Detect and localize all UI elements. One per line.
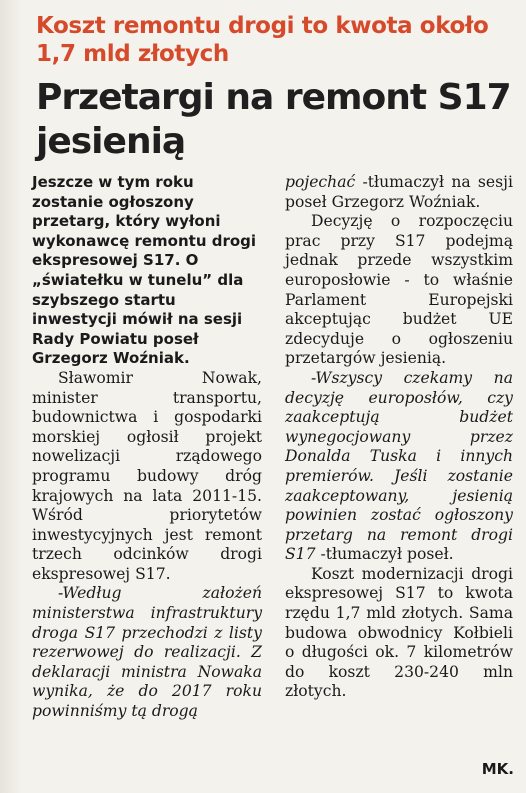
article-paragraph-5-rest: -tłumaczył poseł. (315, 545, 454, 564)
article-paragraph-3 (285, 173, 513, 212)
article-paragraph-5 (285, 369, 513, 565)
article-paragraph-6: Koszt modernizacji drogi ekspresowej S17 to kwota rzędu 1,7 mld złotych. Sama budowa obwodnicy Kołbieli o długości ok. 7 kilometrów do koszt 230-240 mln złotych. (285, 564, 513, 701)
article-lead: Jeszcze w tym roku zostanie ogłoszony przetarg, który wyłoni wykonawcę remontu drogi ekspresowej S17. O „światełku w tunelu” dla szybszego startu inwestycji mówił na sesji Rady Powiatu poseł Grzegorz Woźniak. (32, 173, 257, 368)
article-paragraph-3-italic: pojechać (285, 173, 356, 191)
article-paragraph-2: -Według założeń ministerstwa infrastruktury droga S17 przechodzi z listy rezerwowej do realizacji. Z deklaracji ministra Nowaka wynika, że do 2017 roku powinniśmy tą drogą (32, 584, 262, 721)
article-paragraph-5-italic: -Wszyscy czekamy na decyzję europosłów, czy zaakceptują budżet wynegocjowany przez Donalda Tuska i innych premierów. Jeśli zostanie zaakceptowany, jesienią powinien zostać ogłoszony przetarg na remont drogi S17 (285, 368, 513, 564)
author-signature: MK. (481, 760, 514, 778)
article-kicker: Koszt remontu drogi to kwota około 1,7 mld złotych (36, 13, 489, 67)
article-paragraph-1: Sławomir Nowak, minister transportu, budownictwa i gospodarki morskiej ogłosił projekt nowelizacji rządowego programu budowy dróg krajowych na lata 2011-15. Wśród priorytetów inwestycyjnych jest remont trzech odcinków drogi ekspresowej S17. (32, 368, 262, 583)
article-paragraph-3-rest: -tłumaczył na sesji poseł Grzegorz Woźniak. (285, 173, 513, 211)
article-column-right (285, 173, 513, 702)
article-column-left (32, 173, 262, 722)
article-headline: Przetargi na remont S17 jesienią (36, 77, 511, 162)
page-edge-shadow (0, 0, 22, 793)
article-paragraph-4: Decyzję o rozpoczęciu prac przy S17 podejmą jednak przede wszystkim europosłowie - to właśnie Parlament Europejski akceptując budżet UE zdecyduje o ogłoszeniu przetargów jesienią. (285, 212, 513, 368)
